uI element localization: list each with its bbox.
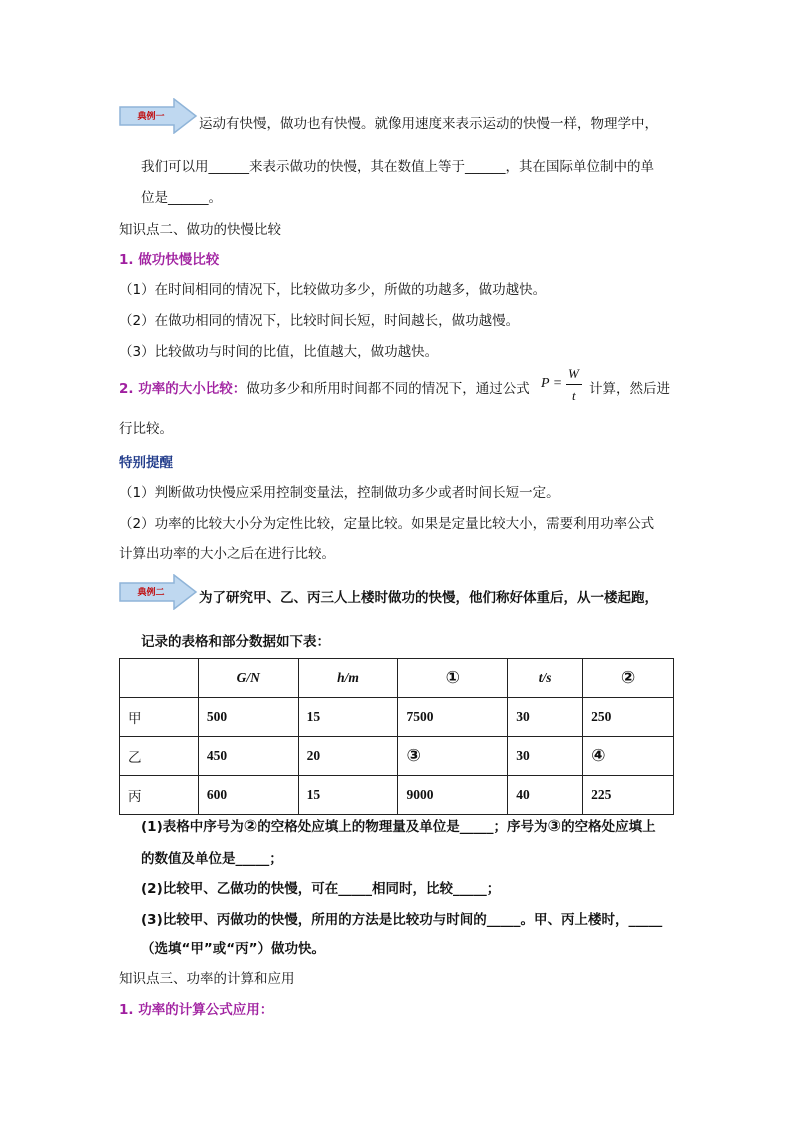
section3-title: 知识点三、功率的计算和应用 bbox=[119, 971, 295, 987]
table-cell: 乙 bbox=[120, 737, 199, 776]
formula-fraction-bar bbox=[566, 384, 582, 385]
data-table bbox=[119, 658, 674, 815]
example1-line1: 运动有快慢，做功也有快慢。就像用速度来表示运动的快慢一样，物理学中， bbox=[199, 116, 658, 132]
table-cell: 250 bbox=[583, 698, 674, 737]
section2-sub1: 1. 做功快慢比较 bbox=[119, 252, 220, 268]
section2-sub2-text-c: 行比较。 bbox=[119, 421, 173, 437]
section2-sub2-text-b: 计算，然后进 bbox=[589, 381, 670, 397]
table-header-cell: ② bbox=[583, 659, 674, 698]
table-cell: 500 bbox=[198, 698, 298, 737]
table-cell: 7500 bbox=[398, 698, 508, 737]
table-cell: 30 bbox=[508, 698, 583, 737]
section3-sub1: 1. 功率的计算公式应用： bbox=[119, 1002, 274, 1018]
table-cell: ④ bbox=[583, 737, 674, 776]
table-cell: 15 bbox=[298, 698, 398, 737]
formula-numerator: W bbox=[568, 366, 579, 381]
question-1a: (1)表格中序号为②的空格处应填上的物理量及单位是_____；序号为③的空格处应填上 bbox=[141, 816, 656, 835]
question-1b: 的数值及单位是_____； bbox=[141, 851, 283, 867]
section2-item-1: （1）在时间相同的情况下，比较做功多少，所做的功越多，做功越快。 bbox=[119, 282, 547, 298]
example-badge-2 bbox=[118, 574, 198, 610]
section2-sub2 bbox=[119, 377, 530, 397]
question-2: (2)比较甲、乙做功的快慢，可在_____相同时，比较_____； bbox=[141, 881, 501, 897]
example-badge-label: 典例二 bbox=[137, 588, 165, 598]
table-cell: ③ bbox=[398, 737, 508, 776]
table-header-row bbox=[120, 659, 674, 698]
table-cell: 30 bbox=[508, 737, 583, 776]
section2-sub2-colon: ： bbox=[232, 381, 247, 397]
example2-line2: 记录的表格和部分数据如下表： bbox=[141, 634, 330, 650]
table-row bbox=[120, 698, 674, 737]
example-badge-label: 典例一 bbox=[137, 112, 165, 122]
section2-sub2-text-a: 做功多少和所用时间都不同的情况下，通过公式 bbox=[246, 381, 530, 397]
question-3a: (3)比较甲、丙做功的快慢，所用的方法是比较功与时间的_____。甲、丙上楼时，_____ bbox=[141, 912, 663, 928]
tip-2: （2）功率的比较大小分为定性比较，定量比较。如果是定量比较大小，需要利用功率公式 bbox=[119, 516, 655, 532]
table-cell: 9000 bbox=[398, 776, 508, 815]
table-header-cell: ① bbox=[398, 659, 508, 698]
table-header-cell: h/m bbox=[298, 659, 398, 698]
table-row bbox=[120, 776, 674, 815]
example1-line3: 位是______。 bbox=[141, 190, 222, 206]
tip-1: （1）判断做功快慢应采用控制变量法，控制做功多少或者时间长短一定。 bbox=[119, 485, 560, 501]
section2-item-3: （3）比较做功与时间的比值，比值越大，做功越快。 bbox=[119, 344, 439, 360]
section2-title: 知识点二、做功的快慢比较 bbox=[119, 222, 281, 238]
table-header-cell bbox=[120, 659, 199, 698]
table-cell: 丙 bbox=[120, 776, 199, 815]
section2-item-2: （2）在做功相同的情况下，比较时间长短，时间越长，做功越慢。 bbox=[119, 313, 520, 329]
table-header-cell: G/N bbox=[198, 659, 298, 698]
table-cell: 15 bbox=[298, 776, 398, 815]
example-badge-1 bbox=[118, 98, 198, 134]
table-header-cell: t/s bbox=[508, 659, 583, 698]
table-cell: 600 bbox=[198, 776, 298, 815]
table-cell: 225 bbox=[583, 776, 674, 815]
tip-title: 特别提醒 bbox=[119, 455, 173, 471]
table-cell: 450 bbox=[198, 737, 298, 776]
table-cell: 40 bbox=[508, 776, 583, 815]
example1-line2: 我们可以用______来表示做功的快慢，其在数值上等于______，其在国际单位制中的单 bbox=[141, 159, 654, 175]
question-3b: （选填“甲”或“丙”）做功快。 bbox=[141, 941, 325, 957]
example2-line1: 为了研究甲、乙、丙三人上楼时做功的快慢，他们称好体重后，从一楼起跑， bbox=[199, 590, 658, 606]
formula-lhs: P = bbox=[541, 376, 563, 391]
table-cell: 甲 bbox=[120, 698, 199, 737]
tip-3: 计算出功率的大小之后在进行比较。 bbox=[119, 546, 335, 562]
section2-sub2-label: 2. 功率的大小比较 bbox=[119, 381, 233, 397]
table-row bbox=[120, 737, 674, 776]
formula-denominator: t bbox=[572, 388, 576, 403]
table-cell: 20 bbox=[298, 737, 398, 776]
